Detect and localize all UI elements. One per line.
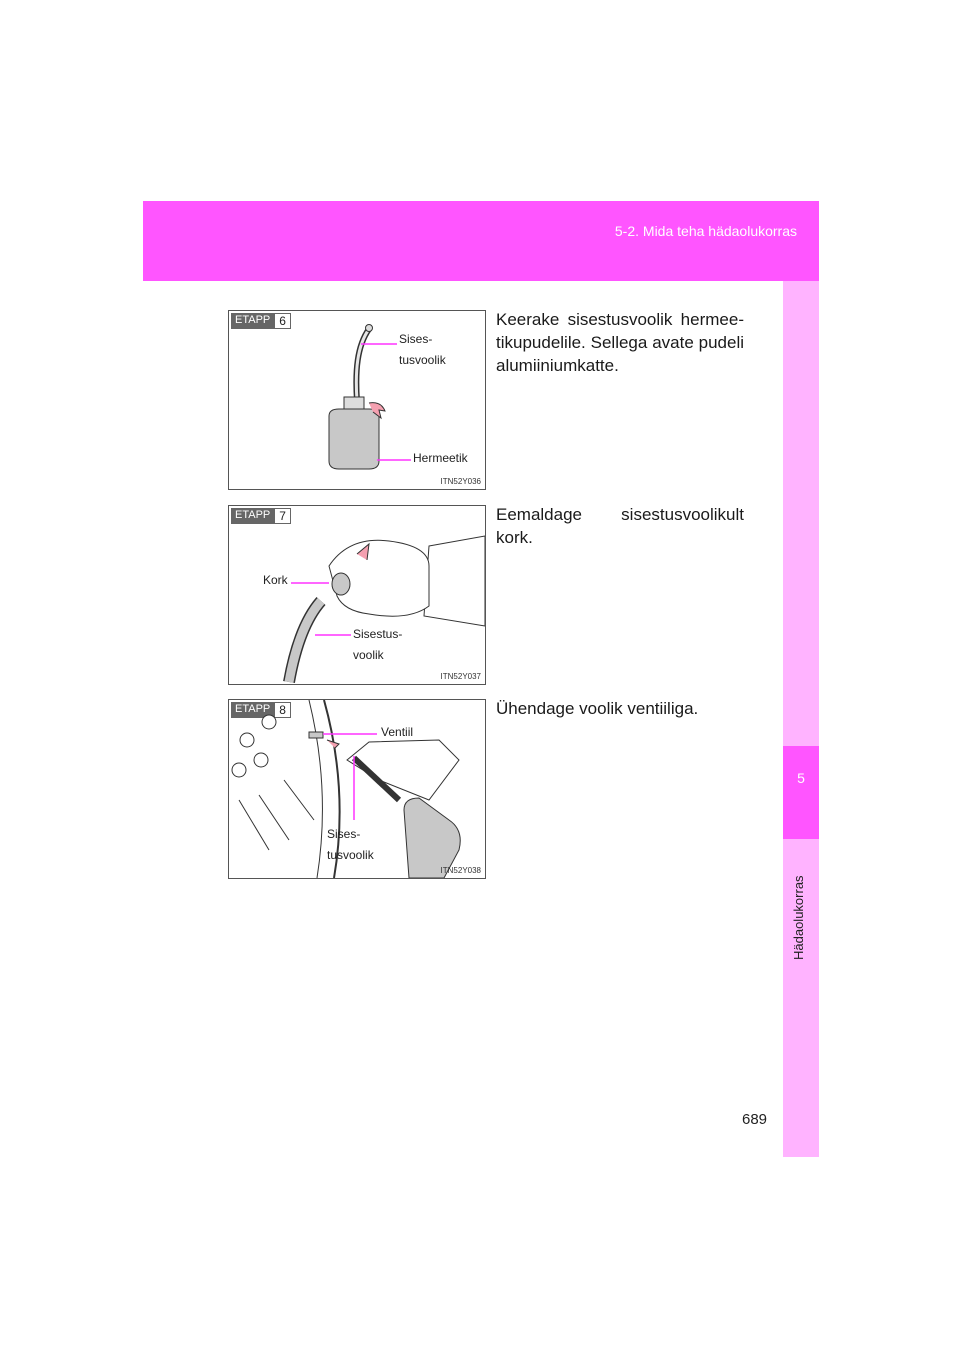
- step-7-text: Eemaldage sisestusvoolikult kork.: [496, 505, 744, 547]
- callout-insertion-hose: Sises- tusvoolik: [399, 332, 446, 367]
- step-7-figure: [228, 505, 486, 685]
- step-6-figure: [228, 310, 486, 490]
- step-8-figure: [228, 699, 486, 879]
- chapter-label: Hädaolukorras: [791, 875, 806, 961]
- chapter-number-block: [783, 746, 819, 839]
- step-badge-word: ETAPP: [231, 508, 274, 524]
- step-8-text: Ühendage voolik ventiiliga.: [496, 699, 699, 718]
- callout-cap: Kork: [263, 573, 288, 587]
- step-badge-number: 8: [274, 702, 291, 718]
- header-band: [143, 201, 819, 281]
- section-title: 5-2. Mida teha hädaolukorras: [614, 223, 797, 239]
- step-badge-number: 7: [274, 508, 291, 524]
- callout-sealant: Hermeetik: [413, 451, 468, 465]
- chapter-number: 5: [797, 770, 805, 786]
- figure-code: ITN52Y037: [440, 672, 481, 681]
- figure-code: ITN52Y038: [440, 866, 481, 875]
- figure-code: ITN52Y036: [440, 477, 481, 486]
- step-badge-word: ETAPP: [231, 313, 274, 329]
- step-badge-number: 6: [274, 313, 291, 329]
- step-badge-word: ETAPP: [231, 702, 274, 718]
- callout-insertion-hose: Sisestus- voolik: [353, 627, 403, 662]
- chapter-side-tab: [783, 281, 819, 1157]
- callout-insertion-hose: Sises- tusvoolik: [327, 827, 374, 862]
- step-6-text: Keerake sisestusvoolik hermee-tikupudelile. Sellega avate pudeli alumiiniumkatte.: [496, 310, 744, 375]
- callout-valve: Ventiil: [381, 725, 414, 739]
- page-number: 689: [742, 1111, 768, 1128]
